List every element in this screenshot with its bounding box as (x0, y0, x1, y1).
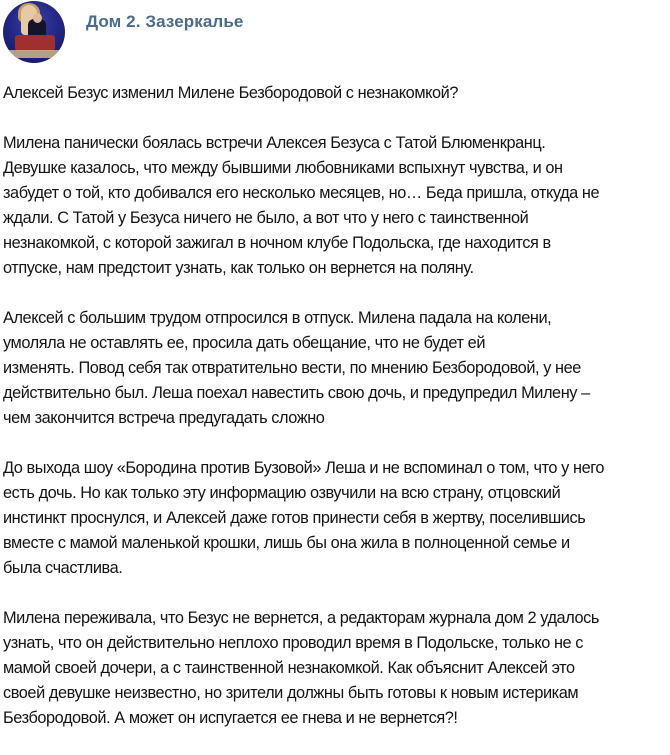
text-line: До выхода шоу «Бородина против Бузовой» Леша и не вспоминал о том, что у него (3, 458, 605, 477)
group-name-link[interactable]: Дом 2. Зазеркалье (86, 12, 244, 31)
article-paragraph-4 (3, 605, 657, 730)
text-line: Милена панически боялась встречи Алексея Безуса с Татой Блюменкранц. (3, 133, 546, 152)
text-line: инстинкт проснулся, и Алексей даже готов принести себя в жертву, поселившись (3, 508, 586, 527)
text-line: есть дочь. Но как только эту информацию озвучили на всю страну, отцовский (3, 483, 561, 502)
text-line: забудет о той, кто добивался его несколько месяцев, но… Беда пришла, откуда не (3, 183, 600, 202)
text-line: отпуске, нам предстоит узнать, как только он вернется на поляну. (3, 258, 474, 277)
article-paragraph-3 (3, 455, 657, 580)
article-headline: Алексей Безус изменил Милене Безбородовой с незнакомкой? (3, 83, 458, 102)
article-paragraph-2 (3, 305, 657, 430)
text-line: чем закончится встреча предугадать сложно (3, 408, 325, 427)
text-line: узнать, что он действительно неплохо проводил время в Подольске, только не с (3, 633, 584, 652)
text-line: Девушке казалось, что между бывшими любовниками вспыхнут чувства, и он (3, 158, 563, 177)
text-line: изменять. Повод себя так отвратительно вести, по мнению Безбородовой, у нее (3, 358, 581, 377)
text-line: мамой своей дочери, а с таинственной незнакомкой. Как объяснит Алексей это (3, 658, 575, 677)
text-line: вместе с мамой маленькой крошки, лишь бы она жила в полноценной семье и (3, 533, 570, 552)
text-line: ждали. С Татой у Безуса ничего не было, а вот что у него с таинственной (3, 208, 529, 227)
text-line: незнакомкой, с которой зажигал в ночном клубе Подольска, где находится в (3, 233, 551, 252)
text-line: Милена переживала, что Безус не вернется, а редакторам журнала дом 2 удалось (3, 608, 599, 627)
text-line: умоляла не оставлять ее, просила дать обещание, что не будет ей (3, 333, 486, 352)
text-line: своей девушке неизвестно, но зрители должны быть готовы к новым истерикам (3, 683, 579, 702)
group-avatar[interactable] (3, 1, 65, 63)
post-text (3, 80, 657, 755)
avatar-chair (15, 35, 55, 51)
post-header (0, 0, 670, 64)
article-paragraph-1 (3, 130, 657, 280)
avatar-caption (9, 50, 59, 58)
avatar-figure-face (33, 13, 42, 23)
text-line: действительно был. Леша поехал навестить свою дочь, и предупредил Милену – (3, 383, 590, 402)
text-line: была счастлива. (3, 558, 123, 577)
text-line: Безбородовой. А может он испугается ее гнева и не вернется?! (3, 708, 458, 727)
text-line: Алексей с большим трудом отпросился в отпуск. Милена падала на колени, (3, 308, 552, 327)
